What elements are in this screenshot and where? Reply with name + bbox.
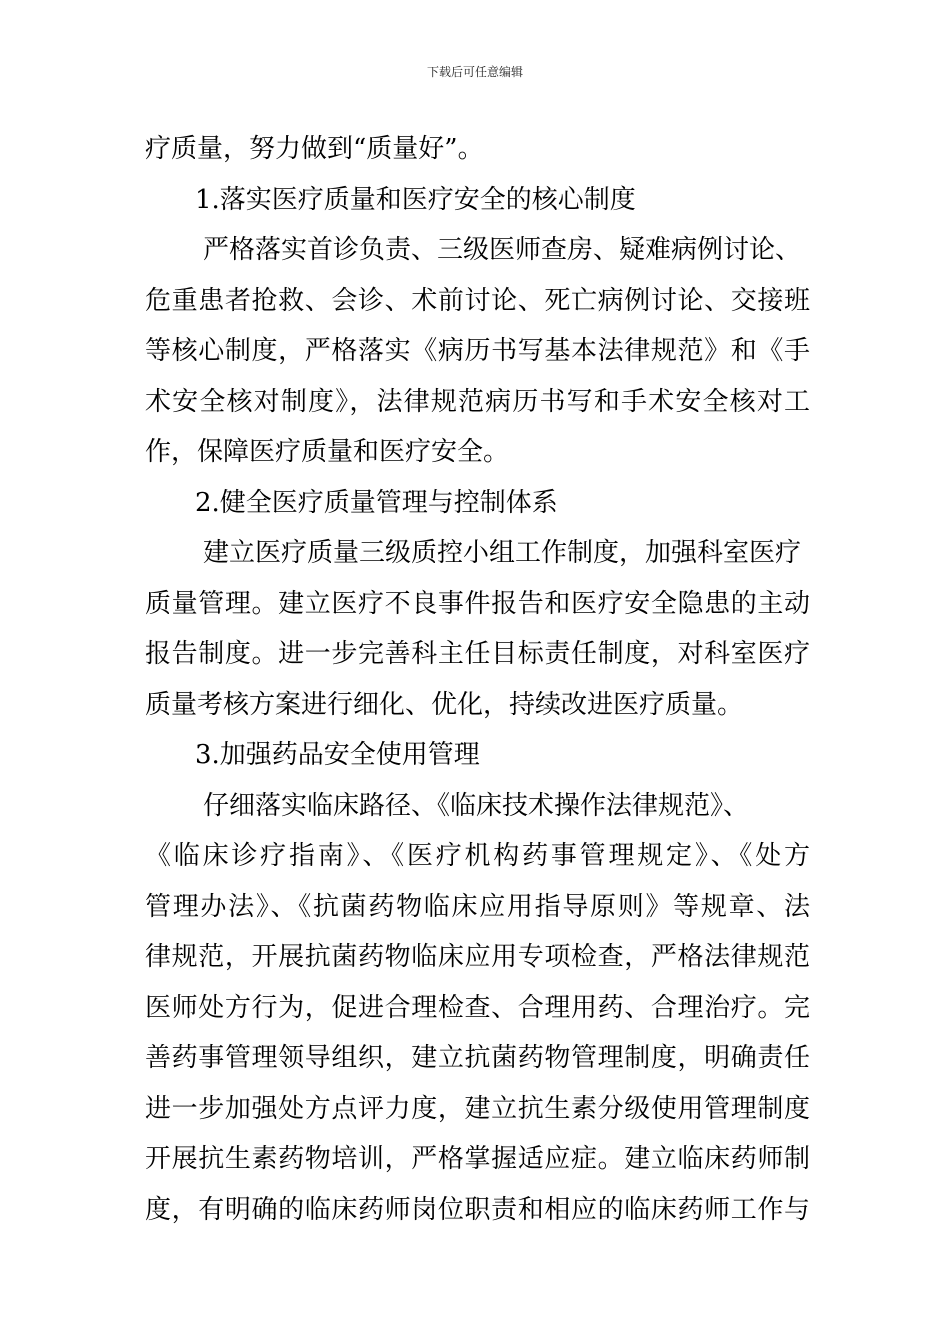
text-line: 律规范，开展抗菌药物临床应用专项检查，严格法律规范: [145, 942, 810, 972]
text-line: 严格落实首诊负责、三级医师查房、疑难病例讨论、: [203, 235, 802, 265]
document-body: [145, 124, 810, 1235]
text-line: 度，有明确的临床药师岗位职责和相应的临床药师工作与: [145, 1194, 810, 1225]
section-heading: 2.健全医疗质量管理与控制体系: [195, 487, 558, 518]
text-line: 质量考核方案进行细化、优化，持续改进医疗质量。: [145, 689, 744, 720]
section-heading: 3.加强药品安全使用管理: [195, 740, 480, 770]
page-header-note: 下载后可任意编辑: [426, 65, 523, 79]
text-line: 《临床诊疗指南》、《医疗机构药事管理规定》、《处方: [145, 841, 810, 871]
text-line: 善药事管理领导组织，建立抗菌药物管理制度，明确责任: [145, 1043, 810, 1073]
text-line: 开展抗生素药物培训，严格掌握适应症。建立临床药师制: [145, 1144, 810, 1174]
text-line: 术安全核对制度》，法律规范病历书写和手术安全核对工: [145, 386, 810, 417]
text-line: 危重患者抢救、会诊、术前讨论、死亡病例讨论、交接班: [145, 285, 810, 316]
text-line: 等核心制度，严格落实《病历书写基本法律规范》和《手: [145, 336, 810, 366]
text-line: 报告制度。进一步完善科主任目标责任制度，对科室医疗: [145, 639, 810, 669]
section-heading: 1.落实医疗质量和医疗安全的核心制度: [195, 184, 636, 215]
text-line: 疗质量，努力做到“质量好”。: [145, 134, 484, 164]
text-line: 质量管理。建立医疗不良事件报告和医疗安全隐患的主动: [145, 588, 810, 619]
text-line: 医师处方行为，促进合理检查、合理用药、合理治疗。完: [145, 992, 810, 1023]
text-line: 进一步加强处方点评力度，建立抗生素分级使用管理制度: [145, 1093, 810, 1124]
text-line: 建立医疗质量三级质控小组工作制度，加强科室医疗: [203, 538, 802, 568]
text-line: 管理办法》、《抗菌药物临床应用指导原则》等规章、法: [145, 891, 810, 922]
text-line: 作，保障医疗质量和医疗安全。: [145, 437, 510, 467]
text-line: 仔细落实临床路径、《临床技术操作法律规范》、: [203, 790, 750, 821]
